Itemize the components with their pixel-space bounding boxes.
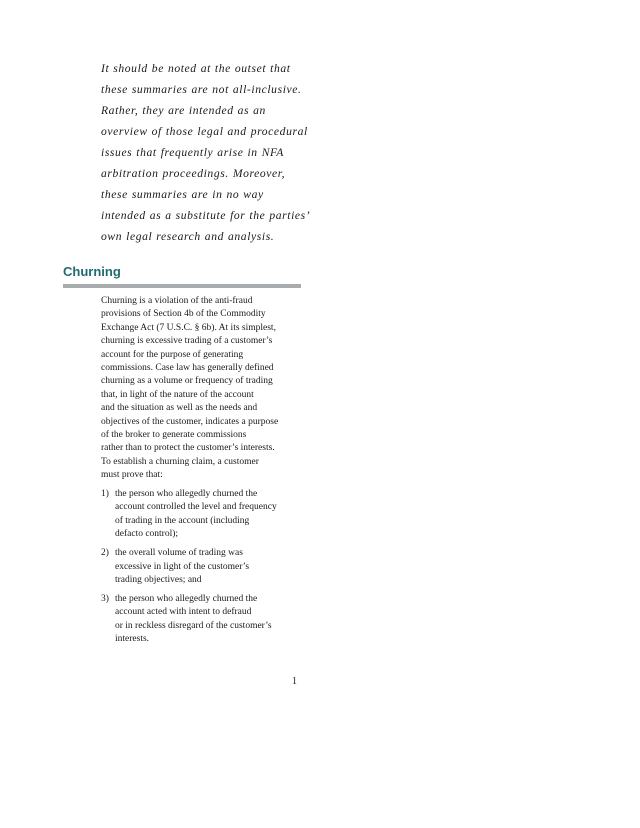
list-item [101,547,316,587]
body-line: Churning is a violation of the anti-fraud [101,296,253,306]
intro-line: these summaries are not all-inclusive. [101,83,302,96]
intro-line: It should be noted at the outset that [101,62,291,75]
list-item-line: trading objectives; and [115,574,202,585]
intro-line: Rather, they are intended as an [101,104,266,117]
body-line: commissions. Case law has generally defined [101,363,274,374]
list-item-line: excessive in light of the customer’s [115,561,250,572]
list-item [101,488,316,542]
body-line: of the broker to generate commissions [101,430,247,441]
list-item-number: 1) [101,489,109,499]
body-line: Exchange Act (7 U.S.C. § 6b). At its simplest, [101,322,276,333]
requirements-list [101,488,316,652]
intro-line: these summaries are in no way [101,188,264,201]
list-item-number: 3) [101,593,109,604]
intro-note [101,58,321,247]
intro-line: own legal research and analysis. [101,230,275,243]
intro-line: overview of those legal and procedural [101,125,308,138]
list-item-line: or in reckless disregard of the customer’s [115,620,272,631]
body-line: rather than to protect the customer’s interests. [101,443,275,454]
body-line: churning as a volume or frequency of trading [101,376,273,387]
body-line: must prove that: [101,470,163,481]
section-divider [63,284,301,288]
intro-line: arbitration proceedings. Moreover, [101,167,286,180]
list-item-line: defacto control); [115,529,179,540]
body-line: that, in light of the nature of the account [101,389,254,400]
list-item-line: of trading in the account (including [115,515,250,526]
body-line: and the situation as well as the needs and [101,403,258,414]
list-item-number: 2) [101,548,109,559]
body-line: objectives of the customer, indicates a purpose [101,416,279,427]
list-item-line: the person who allegedly churned the [115,593,258,604]
list-item-line: the overall volume of trading was [115,548,243,559]
list-item-line: the person who allegedly churned the [115,489,258,499]
body-line: account for the purpose of generating [101,349,244,360]
body-line: provisions of Section 4b of the Commodity [101,309,266,320]
page-number: 1 [292,676,297,687]
section-title: Churning [63,264,121,279]
list-item [101,593,316,647]
list-item-line: account acted with intent to defraud [115,607,252,618]
intro-line: issues that frequently arise in NFA [101,146,284,159]
body-line: To establish a churning claim, a customer [101,456,259,467]
body-line: churning is excessive trading of a customer’s [101,336,273,347]
list-item-line: account controlled the level and frequency [115,502,277,513]
intro-line: intended as a substitute for the parties’ [101,209,311,222]
section-body [101,295,316,483]
list-item-line: interests. [115,634,150,645]
